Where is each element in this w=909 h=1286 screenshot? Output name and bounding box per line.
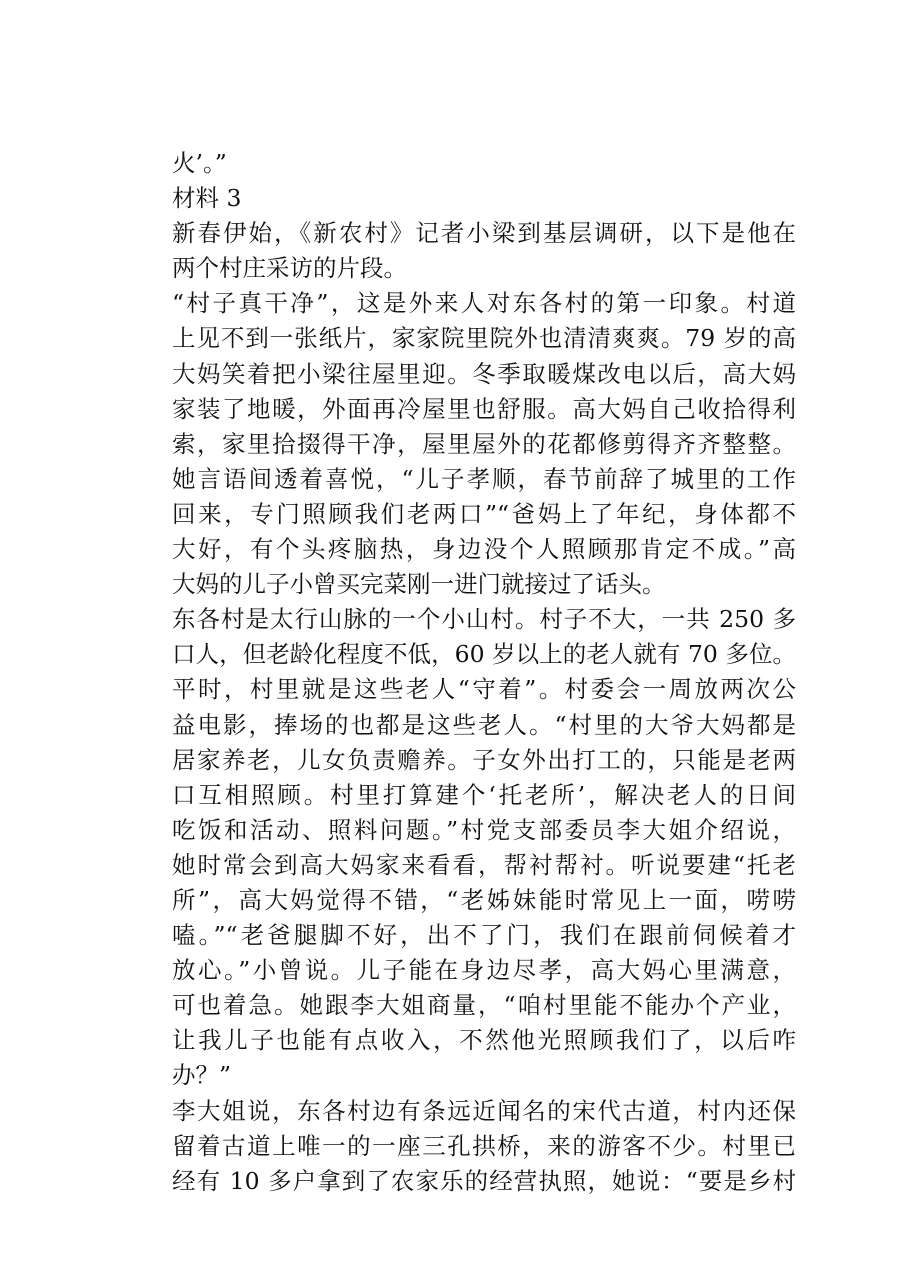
text-line: 她时常会到高大妈家来看看，帮衬帮衬。听说要建“托老 [172, 850, 796, 879]
text-line: 办？” [172, 1061, 232, 1090]
text-line: 李大姐说，东各村边有条远近闻名的宋代古道，村内还保 [172, 1096, 796, 1125]
text-line: 让我儿子也能有点收入，不然他光照顾我们了，以后咋 [172, 1026, 796, 1055]
text-line: 东各村是太行山脉的一个小山村。村子不大，一共 250 多 [172, 605, 796, 634]
body-text [172, 146, 796, 1199]
text-line: 材料 3 [172, 184, 242, 213]
text-line: 索，家里拾掇得干净，屋里屋外的花都修剪得齐齐整整。 [172, 429, 796, 458]
text-line: 火’。” [172, 149, 227, 177]
text-line: 益电影，捧场的也都是这些老人。“村里的大爷大妈都是 [172, 710, 796, 739]
text-line: 新春伊始，《新农村》记者小梁到基层调研，以下是他在 [172, 219, 796, 248]
text-line: 放心。”小曾说。儿子能在身边尽孝，高大妈心里满意， [172, 956, 796, 985]
text-line: 两个村庄采访的片段。 [172, 254, 407, 283]
text-line: “村子真干净”，这是外来人对东各村的第一印象。村道 [172, 289, 796, 318]
text-line: 所”，高大妈觉得不错，“老姊妹能时常见上一面，唠唠 [172, 885, 796, 914]
text-line: 大好，有个头疼脑热，身边没个人照顾那肯定不成。”高 [172, 535, 796, 564]
text-line: 上见不到一张纸片，家家院里院外也清清爽爽。79 岁的高 [172, 324, 796, 353]
text-line: 嗑。”“老爸腿脚不好，出不了门，我们在跟前伺候着才 [172, 921, 796, 950]
text-line: 可也着急。她跟李大姐商量，“咱村里能不能办个产业， [172, 991, 796, 1020]
text-line: 家装了地暖，外面再冷屋里也舒服。高大妈自己收拾得利 [172, 394, 796, 423]
text-line: 平时，村里就是这些老人“守着”。村委会一周放两次公 [172, 675, 796, 704]
text-line: 居家养老，儿女负责赡养。子女外出打工的，只能是老两 [172, 745, 796, 774]
text-line: 留着古道上唯一的一座三孔拱桥，来的游客不少。村里已 [172, 1131, 796, 1160]
text-line: 她言语间透着喜悦，“儿子孝顺，春节前辞了城里的工作 [172, 464, 796, 493]
text-line: 大妈的儿子小曾买完菜刚一进门就接过了话头。 [172, 570, 666, 599]
text-line: 口互相照顾。村里打算建个‘托老所’，解决老人的日间 [172, 780, 796, 809]
text-line: 大妈笑着把小梁往屋里迎。冬季取暖煤改电以后，高大妈 [172, 359, 796, 388]
text-line: 回来，专门照顾我们老两口”“爸妈上了年纪，身体都不 [172, 499, 796, 528]
text-line: 吃饭和活动、照料问题。”村党支部委员李大姐介绍说， [172, 815, 796, 844]
text-line: 经有 10 多户拿到了农家乐的经营执照，她说：“要是乡村 [172, 1166, 796, 1195]
text-line: 口人，但老龄化程度不低，60 岁以上的老人就有 70 多位。 [172, 640, 796, 669]
